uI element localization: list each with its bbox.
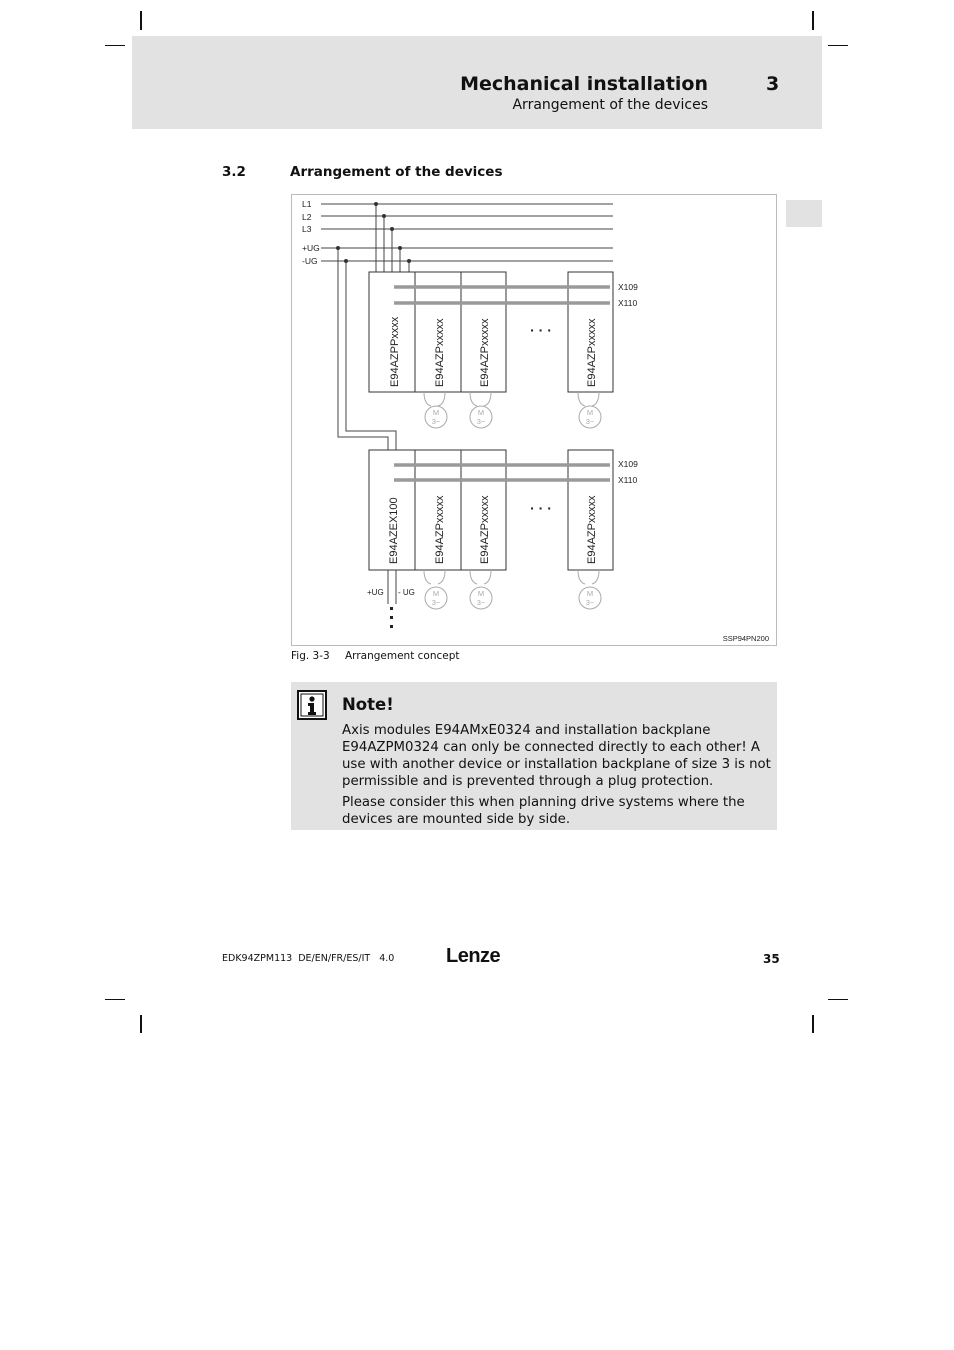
crop-mark xyxy=(140,11,142,30)
dc-minus-label: - UG xyxy=(398,588,415,597)
module-label-lower-4: E94AZPxxxxx xyxy=(586,495,598,564)
connector-label-x110-lower: X110 xyxy=(618,475,638,485)
motor-label-3ph: 3~ xyxy=(585,417,595,426)
crop-mark xyxy=(828,999,848,1000)
motor-label-m: M xyxy=(432,589,440,598)
document-id: EDK94ZPM113 DE/EN/FR/ES/IT 4.0 xyxy=(222,953,395,964)
connector-label-x109-upper: X109 xyxy=(618,282,638,292)
chapter-side-tab xyxy=(786,200,822,227)
figure-caption: Arrangement concept xyxy=(345,650,460,662)
crop-mark xyxy=(105,45,125,46)
motor-label-3ph: 3~ xyxy=(431,417,441,426)
motor-label-3ph: 3~ xyxy=(431,598,441,607)
motor-label-m: M xyxy=(477,589,485,598)
note-title: Note! xyxy=(342,695,394,714)
arrangement-diagram xyxy=(291,194,777,646)
page-number: 35 xyxy=(763,952,780,966)
section-title: Arrangement of the devices xyxy=(290,164,503,180)
motor-label-m: M xyxy=(477,408,485,417)
section-number: 3.2 xyxy=(222,164,246,180)
connector-label-x110-upper: X110 xyxy=(618,298,638,308)
note-paragraph: Please consider this when planning drive systems where the devices are mounted side by side. xyxy=(342,795,745,827)
rail-label-l1: L1 xyxy=(302,199,312,209)
module-label-upper-4: E94AZPxxxxx xyxy=(586,318,598,387)
rail-label-l2: L2 xyxy=(302,212,312,222)
crop-mark xyxy=(828,45,848,46)
module-label-lower-3: E94AZPxxxxx xyxy=(479,495,491,564)
connector-label-x109-lower: X109 xyxy=(618,459,638,469)
crop-mark xyxy=(105,999,125,1000)
chapter-title: Mechanical installation xyxy=(460,73,708,95)
motor-label-m: M xyxy=(586,589,594,598)
ellipsis-upper: · · · xyxy=(530,322,552,338)
figure-label: Fig. 3-3 xyxy=(291,650,330,662)
chapter-subtitle: Arrangement of the devices xyxy=(512,97,708,113)
module-label-lower-1: E94AZEX100 xyxy=(388,497,400,564)
rail-label-minus-ug: -UG xyxy=(302,256,318,266)
motor-label-3ph: 3~ xyxy=(585,598,595,607)
motor-label-m: M xyxy=(432,408,440,417)
crop-mark xyxy=(140,1015,142,1033)
module-label-upper-2: E94AZPxxxxx xyxy=(434,318,446,387)
ellipsis-lower: · · · xyxy=(530,500,552,516)
dc-plus-label: +UG xyxy=(367,588,384,597)
module-label-lower-2: E94AZPxxxxx xyxy=(434,495,446,564)
rail-label-l3: L3 xyxy=(302,224,312,234)
motor-label-m: M xyxy=(586,408,594,417)
lenze-logo xyxy=(446,944,508,966)
chapter-number: 3 xyxy=(766,73,780,95)
module-label-upper-1: E94AZPPxxxx xyxy=(389,316,401,387)
lenze-logo-text: Lenze xyxy=(446,945,501,966)
crop-mark xyxy=(812,11,814,30)
module-label-upper-3: E94AZPxxxxx xyxy=(479,318,491,387)
crop-mark xyxy=(812,1015,814,1033)
rail-label-plus-ug: +UG xyxy=(302,243,320,253)
motor-label-3ph: 3~ xyxy=(476,417,486,426)
motor-label-3ph: 3~ xyxy=(476,598,486,607)
note-paragraph: Axis modules E94AMxE0324 and installation backplane E94AZPM0324 can only be connected directly to each other! A use with another device or installation backplane of size 3 is not permissible and is prevented through a plug protection. xyxy=(342,723,771,789)
figure-code: SSP94PN200 xyxy=(722,634,769,643)
info-icon xyxy=(297,690,327,720)
